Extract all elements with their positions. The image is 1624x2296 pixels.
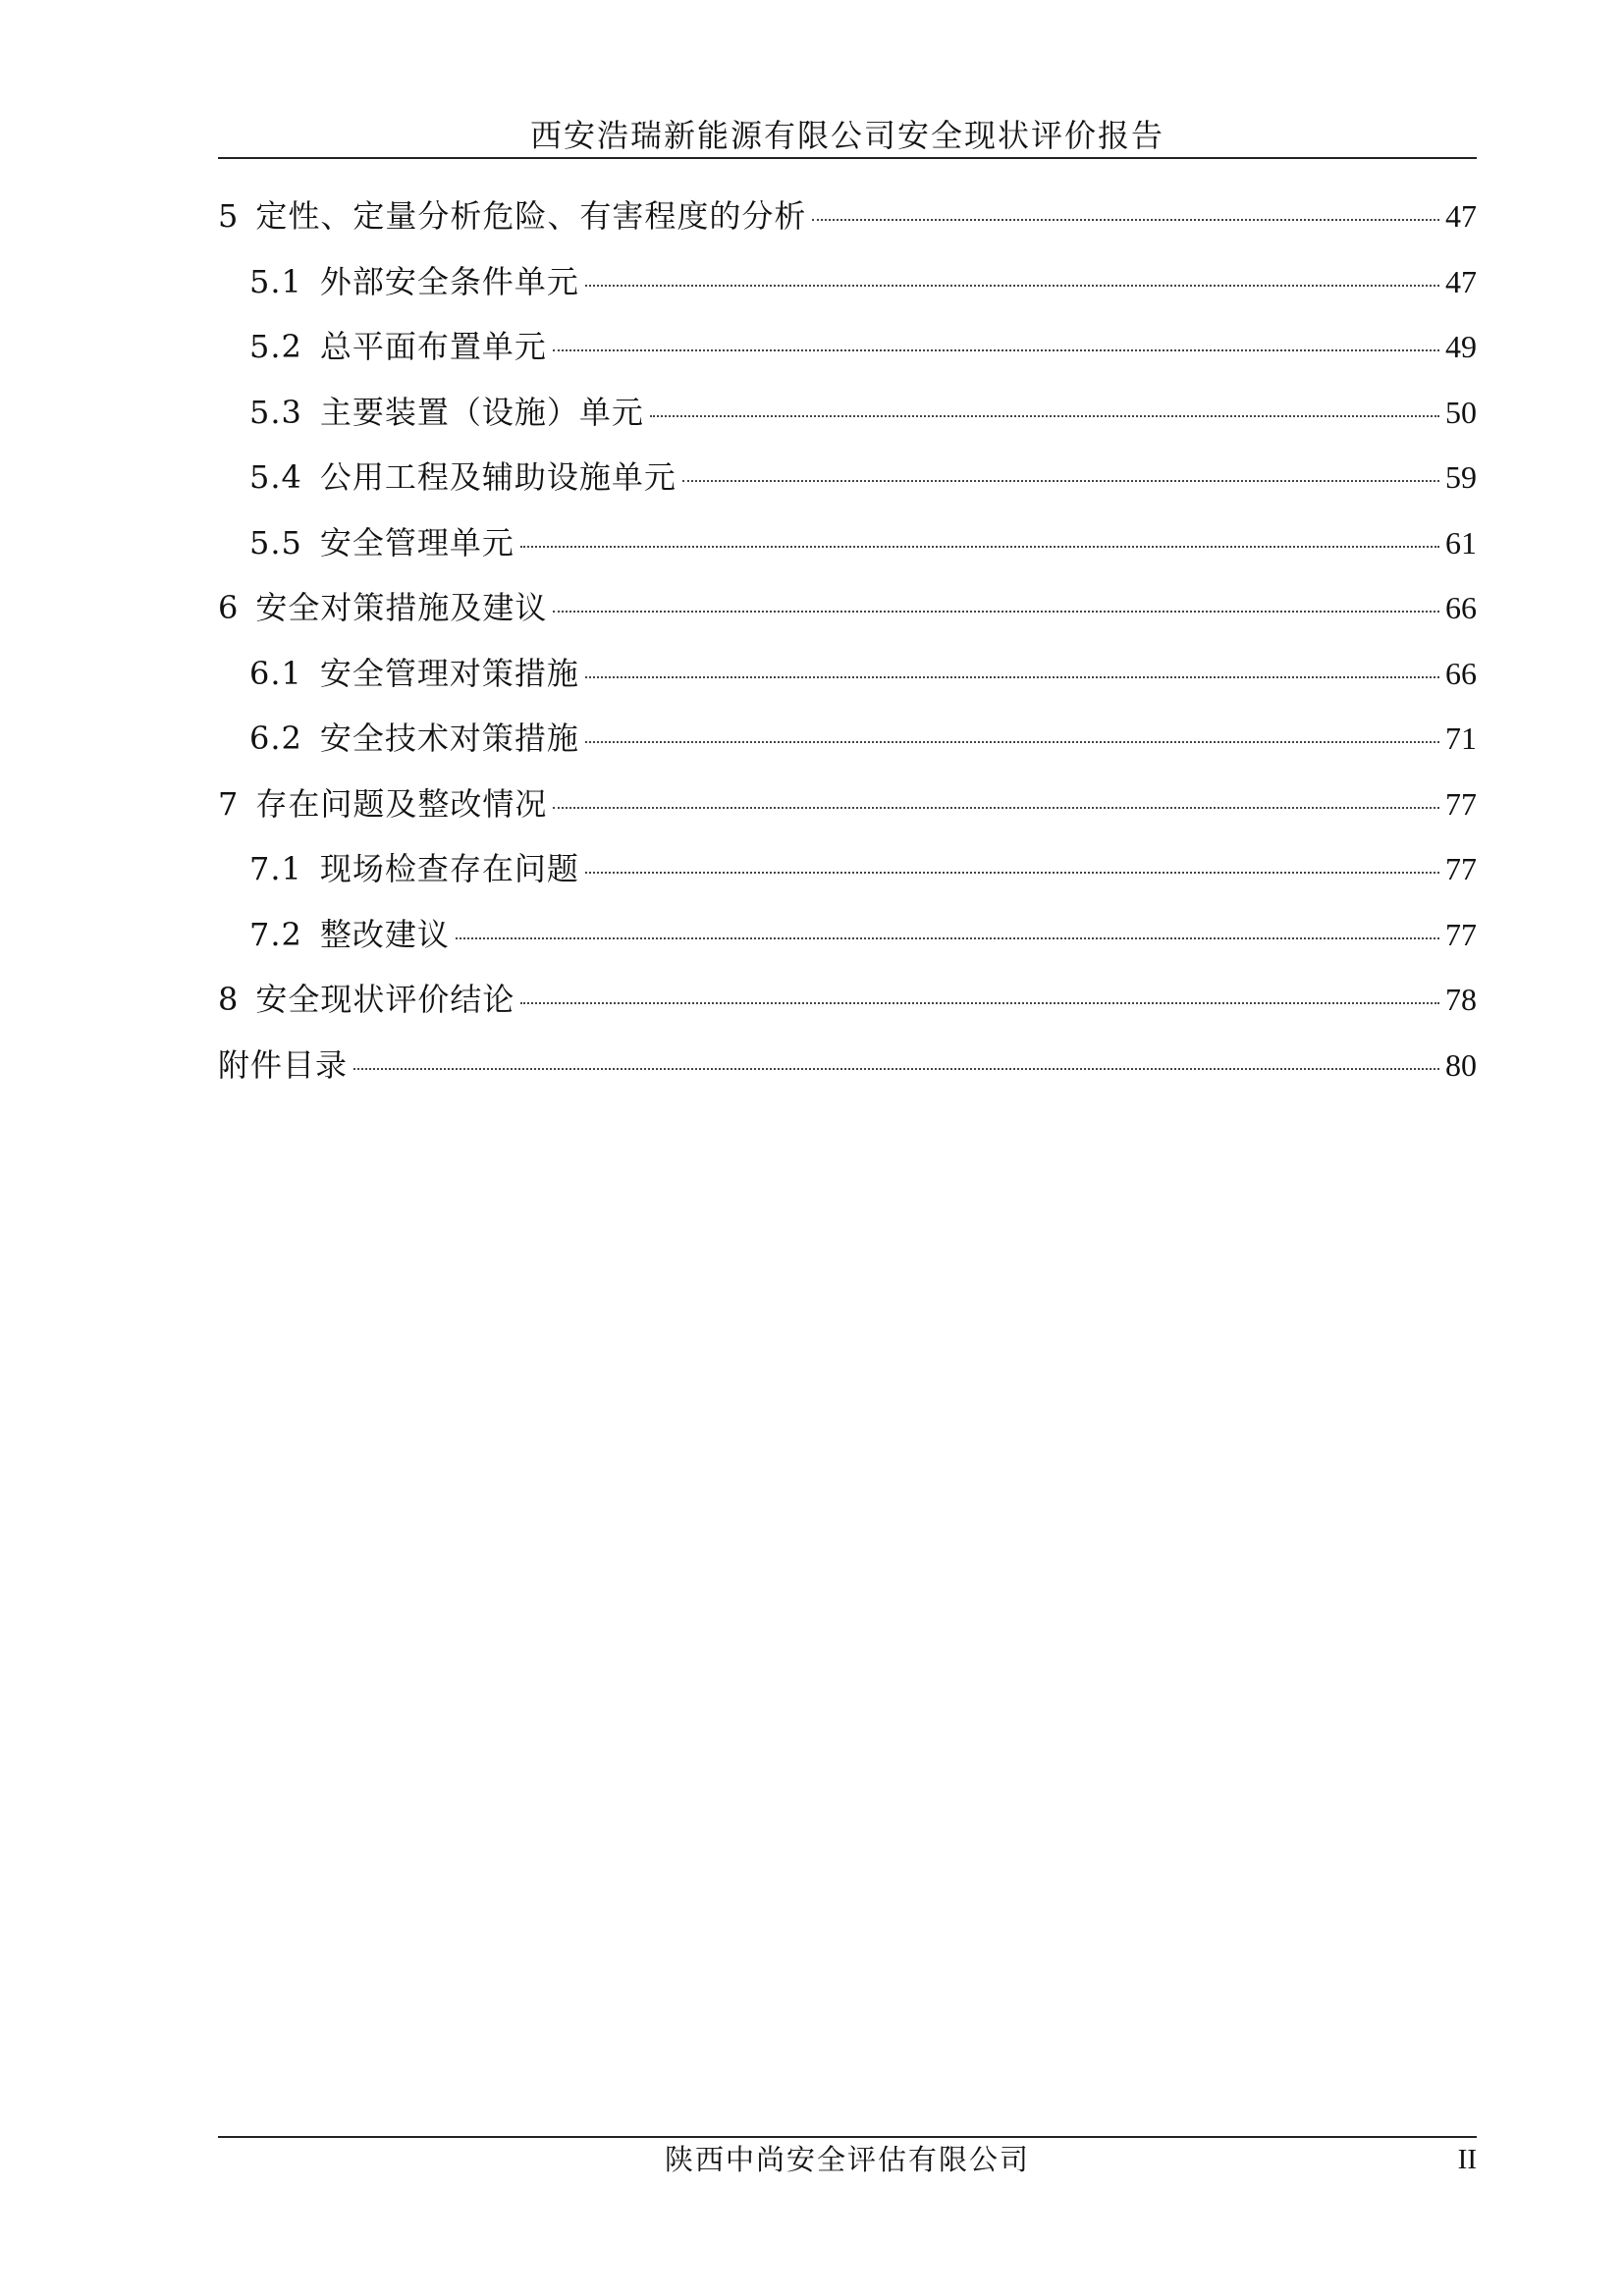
toc-entry-label: 安全对策措施及建议	[255, 589, 548, 626]
toc-entry-6-2[interactable]	[218, 714, 1477, 779]
toc-entry-label: 主要装置（设施）单元	[319, 393, 644, 431]
toc-entry-5-3[interactable]	[218, 388, 1477, 454]
toc-dot-leader	[650, 415, 1439, 417]
toc-entry-number: 7	[218, 784, 239, 823]
toc-entry-page: 50	[1445, 394, 1477, 430]
header-title: 西安浩瑞新能源有限公司安全现状评价报告	[529, 117, 1164, 154]
toc-dot-leader	[520, 546, 1439, 548]
toc-dot-leader	[585, 285, 1439, 287]
toc-entry-page: 77	[1445, 916, 1477, 952]
toc-entry-page: 77	[1445, 785, 1477, 822]
toc-entry-number: 6.1	[249, 654, 302, 692]
toc-entry-label: 总平面布置单元	[319, 328, 547, 365]
toc-entry-5-5[interactable]	[218, 518, 1477, 584]
toc-entry-6-1[interactable]	[218, 649, 1477, 715]
footer-page-number: II	[1457, 2144, 1477, 2175]
toc-dot-leader	[585, 741, 1439, 743]
toc-entry-page: 59	[1445, 459, 1477, 495]
toc-entry-label: 外部安全条件单元	[319, 262, 579, 300]
toc-entry-number: 5	[218, 197, 239, 235]
toc-entry-6[interactable]	[218, 583, 1477, 649]
toc-entry-number: 6.2	[249, 720, 302, 757]
toc-entry-appendix[interactable]	[218, 1041, 1477, 1106]
toc-entry-label: 附件目录	[218, 1045, 349, 1084]
toc-entry-page: 77	[1445, 851, 1477, 886]
toc-entry-page: 47	[1445, 263, 1477, 299]
toc-entry-page: 61	[1445, 524, 1477, 561]
toc-entry-label: 整改建议	[319, 915, 450, 953]
toc-entry-page: 66	[1445, 590, 1477, 625]
toc-dot-leader	[520, 1002, 1439, 1004]
toc-entry-5[interactable]	[218, 191, 1477, 257]
toc-entry-label: 安全技术对策措施	[319, 720, 579, 757]
toc-entry-label: 公用工程及辅助设施单元	[319, 458, 677, 496]
toc-entry-page: 47	[1445, 198, 1477, 234]
toc-entry-7[interactable]	[218, 779, 1477, 845]
toc-entry-number: 5.2	[249, 328, 302, 365]
toc-dot-leader	[812, 219, 1439, 221]
toc-entry-page: 49	[1445, 329, 1477, 364]
toc-entry-label: 安全现状评价结论	[255, 981, 515, 1018]
toc-entry-number: 5.4	[249, 458, 302, 496]
toc-entry-label: 安全管理对策措施	[319, 654, 579, 692]
toc-dot-leader	[456, 937, 1439, 939]
toc-entry-page: 78	[1445, 982, 1477, 1017]
toc-entry-number: 5.5	[249, 523, 302, 561]
header-divider	[218, 157, 1477, 159]
toc-entry-label: 存在问题及整改情况	[255, 784, 548, 823]
toc-dot-leader	[553, 611, 1439, 613]
toc-entry-page: 80	[1445, 1046, 1477, 1083]
toc-entry-number: 5.3	[249, 393, 302, 431]
toc-entry-label: 定性、定量分析危险、有害程度的分析	[255, 197, 807, 235]
toc-dot-leader	[585, 872, 1439, 874]
toc-dot-leader	[353, 1068, 1439, 1070]
toc-dot-leader	[585, 676, 1439, 678]
toc-entry-number: 6	[218, 589, 239, 626]
toc-entry-5-4[interactable]	[218, 453, 1477, 518]
toc-entry-7-2[interactable]	[218, 910, 1477, 976]
toc-entry-number: 7.1	[249, 850, 302, 887]
toc-entry-number: 7.2	[249, 915, 302, 953]
toc-dot-leader	[682, 480, 1439, 482]
toc-dot-leader	[553, 349, 1439, 351]
table-of-contents	[218, 191, 1477, 1105]
toc-entry-8[interactable]	[218, 975, 1477, 1041]
toc-entry-label: 安全管理单元	[319, 523, 514, 561]
toc-entry-label: 现场检查存在问题	[319, 850, 579, 887]
toc-entry-number: 5.1	[249, 262, 302, 300]
toc-entry-page: 71	[1445, 721, 1477, 756]
toc-entry-5-2[interactable]	[218, 322, 1477, 388]
footer-company-name: 陕西中尚安全评估有限公司	[664, 2143, 1030, 2176]
toc-dot-leader	[553, 807, 1439, 809]
toc-entry-page: 66	[1445, 655, 1477, 691]
toc-entry-number: 8	[218, 981, 239, 1018]
toc-entry-7-1[interactable]	[218, 844, 1477, 910]
toc-entry-5-1[interactable]	[218, 257, 1477, 323]
footer-divider	[218, 2136, 1477, 2138]
